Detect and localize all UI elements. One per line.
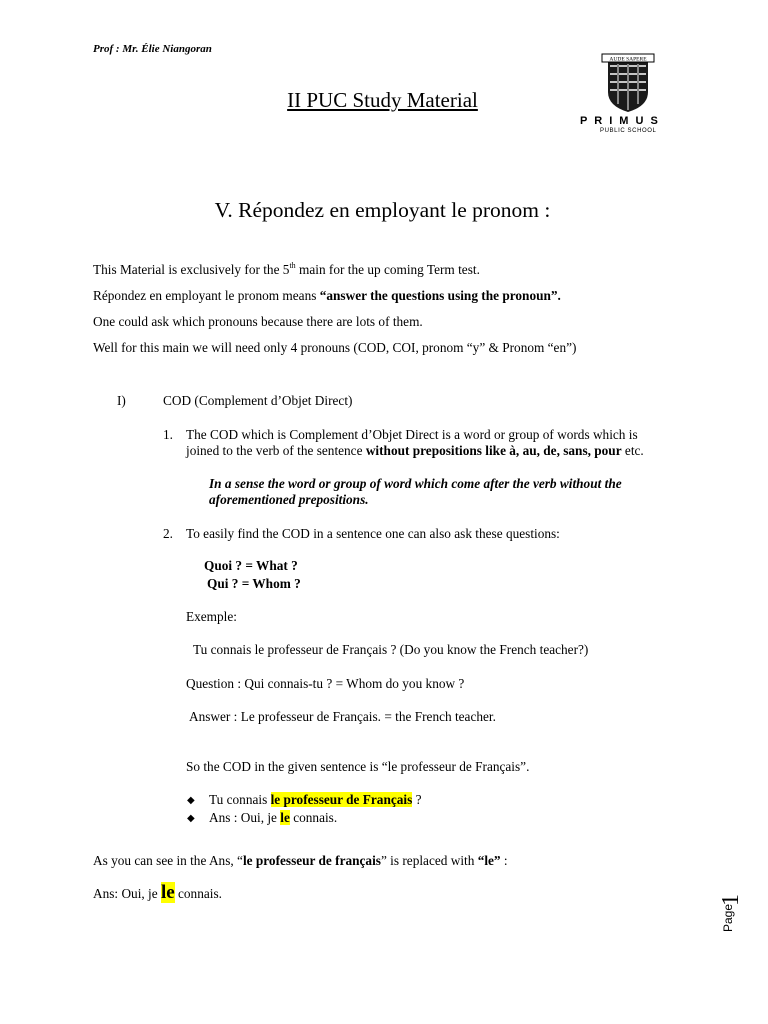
conclusion-line: As you can see in the Ans, “le professeur de français” is replaced with “le” : — [93, 853, 508, 868]
point-1-line-2: joined to the verb of the sentence without prepositions like à, au, de, sans, pour etc. — [186, 443, 644, 458]
point-2-text: To easily find the COD in a sentence one can also ask these questions: — [186, 526, 560, 541]
intro-line-1: This Material is exclusively for the 5th main for the up coming Term test. — [93, 261, 480, 277]
point-2-number: 2. — [163, 526, 173, 541]
note-line-1: In a sense the word or group of word which come after the verb without the — [209, 476, 622, 491]
cod-summary: So the COD in the given sentence is “le professeur de Français”. — [186, 759, 530, 774]
intro-line-3: One could ask which pronouns because there are lots of them. — [93, 314, 423, 329]
document-title: II PUC Study Material — [287, 88, 478, 112]
example-question: Question : Qui connais-tu ? = Whom do you know ? — [186, 676, 465, 691]
example-sentence: Tu connais le professeur de Français ? (Do you know the French teacher?) — [193, 642, 589, 657]
section-title: COD (Complement d’Objet Direct) — [163, 393, 353, 408]
point-1-number: 1. — [163, 427, 173, 442]
logo-subtitle: PUBLIC SCHOOL — [600, 128, 657, 134]
bullet-item-2: Ans : Oui, je le connais. — [209, 810, 338, 825]
section-heading: V. Répondez en employant le pronom : — [214, 198, 551, 222]
question-qui: Qui ? = Whom ? — [207, 576, 301, 591]
example-answer: Answer : Le professeur de Français. = the French teacher. — [189, 709, 496, 724]
logo-name: P R I M U S — [580, 115, 660, 127]
note-line-2: aforementioned prepositions. — [209, 492, 369, 507]
final-answer: Ans: Oui, je le connais. — [93, 882, 222, 903]
author-line: Prof : Mr. Élie Niangoran — [93, 43, 212, 55]
point-1-line-1: The COD which is Complement d’Objet Direct is a word or group of words which is — [186, 427, 638, 442]
logo-motto: AUDE SAPERE — [609, 56, 647, 63]
example-label: Exemple: — [186, 609, 237, 624]
page-number: 1 — [718, 894, 744, 906]
page-number-marker — [706, 880, 746, 940]
bullet-item-1: Tu connais le professeur de Français ? — [209, 792, 422, 807]
school-logo — [578, 48, 678, 134]
bullet-icon: ◆ — [187, 813, 195, 824]
intro-line-2: Répondez en employant le pronom means “answer the questions using the pronoun”. — [93, 288, 561, 303]
bullet-icon: ◆ — [187, 795, 195, 806]
section-number: I) — [117, 393, 126, 408]
page-label: Page — [721, 903, 735, 932]
question-quoi: Quoi ? = What ? — [204, 558, 298, 573]
intro-line-4: Well for this main we will need only 4 pronouns (COD, COI, pronom “y” & Pronom “en”) — [93, 340, 577, 355]
